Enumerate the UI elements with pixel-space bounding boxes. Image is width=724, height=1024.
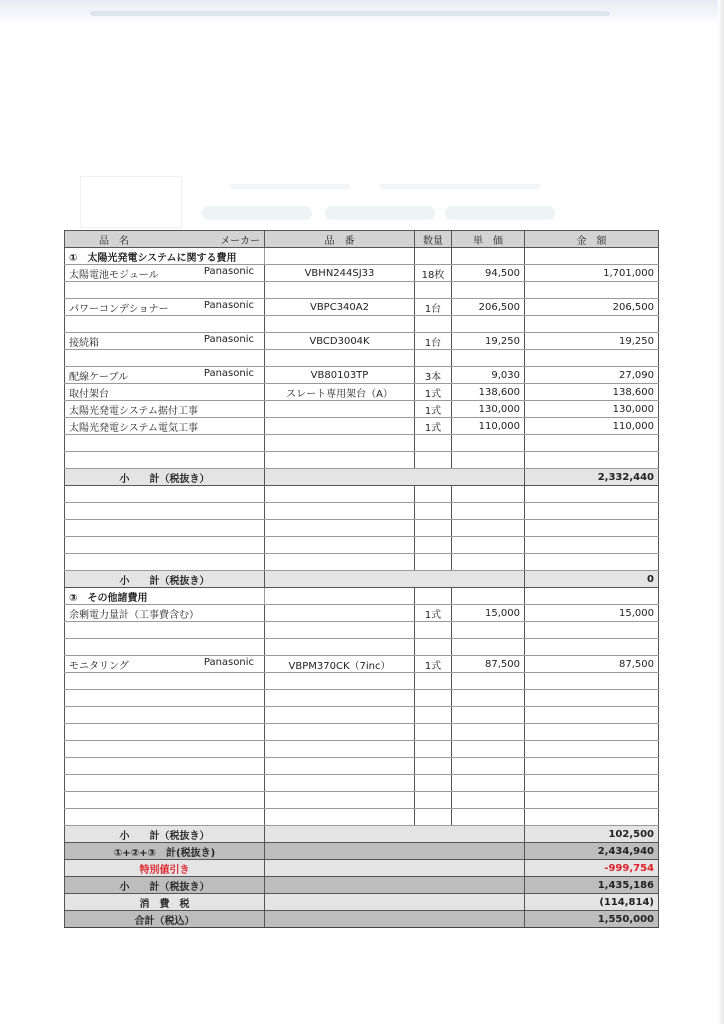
faded-logo-box [80,176,182,228]
item-cell [65,690,265,707]
part-no-cell [265,452,415,469]
table-row [65,503,659,520]
item-name: 接続箱 [69,337,99,349]
summary-subtotal-row-value: 1,435,186 [525,877,659,894]
table-row [65,418,659,435]
amount-cell [525,792,659,809]
part-no-cell: VBPC340A2 [265,299,415,316]
item-cell [65,265,265,282]
part-no-cell [265,741,415,758]
part-no-cell [265,554,415,571]
qty-cell: 1台 [415,333,452,350]
item-cell [65,503,265,520]
table-row [65,265,659,282]
amount-cell [525,673,659,690]
amount-cell [525,741,659,758]
unit-price-cell [452,741,525,758]
qty-cell [415,503,452,520]
table-row [65,605,659,622]
subtotal-row-label: 小 計（税抜き） [65,469,265,486]
part-no-cell [265,792,415,809]
unit-price-cell [452,707,525,724]
part-no-cell [265,282,415,299]
qty-cell [415,350,452,367]
unit-price-cell: 15,000 [452,605,525,622]
unit-price-cell [452,520,525,537]
item-cell [65,350,265,367]
total-123-row-label: ①+②+③ 計(税抜き) [65,843,265,860]
amount-cell [525,452,659,469]
grand-total-row-value: 1,550,000 [525,911,659,928]
qty-cell [415,622,452,639]
qty-cell [415,792,452,809]
table-row [65,435,659,452]
item-name: 太陽光発電システム電気工事 [69,422,198,434]
table-row [65,537,659,554]
subtotal-row-spacer [265,826,525,843]
scan-streak [90,11,610,16]
qty-cell [415,435,452,452]
amount-cell [525,758,659,775]
part-no-cell: VB80103TP [265,367,415,384]
unit-price-cell: 87,500 [452,656,525,673]
part-no-cell [265,724,415,741]
qty-cell [415,741,452,758]
item-cell [65,401,265,418]
item-name: 余剰電力量計（工事費含む） [69,609,199,621]
column-header-row [65,231,659,248]
unit-price-cell [452,690,525,707]
amount-cell [525,486,659,503]
qty-cell: 1台 [415,299,452,316]
total-123-row-value: 2,434,940 [525,843,659,860]
unit-price-cell [452,758,525,775]
unit-price-cell [452,673,525,690]
unit-price-cell [452,503,525,520]
amount-cell [525,809,659,826]
item-name: 配線ケーブル [69,371,129,383]
part-no-cell [265,809,415,826]
unit-price-cell: 19,250 [452,333,525,350]
qty-cell [415,554,452,571]
subtotal-row-value: 2,332,440 [525,469,659,486]
qty-cell [415,520,452,537]
amount-cell: 27,090 [525,367,659,384]
qty-cell [415,724,452,741]
item-name: 取付架台 [69,388,109,400]
amount-cell: 206,500 [525,299,659,316]
table-row [65,707,659,724]
qty-cell: 1式 [415,384,452,401]
item-cell [65,333,265,350]
faded-pill [202,206,312,220]
subtotal-row [65,571,659,588]
maker-name: Panasonic [203,367,254,379]
col-header-item [65,231,265,248]
table-row [65,316,659,333]
qty-cell [415,282,452,299]
subtotal-row [65,469,659,486]
qty-cell: 1式 [415,418,452,435]
qty-cell [415,707,452,724]
item-cell [65,435,265,452]
amount-cell [525,724,659,741]
amount-cell: 87,500 [525,656,659,673]
section-title-empty [265,248,415,265]
table-row [65,282,659,299]
amount-cell [525,520,659,537]
item-cell [65,554,265,571]
maker-name: Panasonic [203,265,254,277]
grand-total-row [65,911,659,928]
item-cell [65,673,265,690]
section-title: ① 太陽光発電システムに関する費用 [65,248,265,265]
section-title-empty [265,588,415,605]
section-title-empty [525,588,659,605]
item-cell [65,622,265,639]
table-row [65,758,659,775]
estimate-table [64,230,659,928]
part-no-cell [265,690,415,707]
item-cell [65,758,265,775]
unit-price-cell [452,639,525,656]
unit-price-cell [452,282,525,299]
amount-cell [525,350,659,367]
item-cell [65,299,265,316]
item-cell [65,775,265,792]
subtotal-row [65,826,659,843]
part-no-cell [265,418,415,435]
table-row [65,520,659,537]
tax-row-value: (114,814) [525,894,659,911]
col-header-amount: 金 額 [525,231,659,248]
maker-name: Panasonic [203,299,254,311]
unit-price-cell: 138,600 [452,384,525,401]
item-cell [65,809,265,826]
subtotal-row-spacer [265,469,525,486]
table-row [65,486,659,503]
unit-price-cell: 9,030 [452,367,525,384]
table-row [65,775,659,792]
part-no-cell [265,350,415,367]
table-row [65,673,659,690]
amount-cell: 110,000 [525,418,659,435]
faded-pill [445,206,555,220]
item-name: パワーコンデショナー [69,303,169,315]
part-no-cell [265,537,415,554]
table-row [65,350,659,367]
unit-price-cell [452,452,525,469]
part-no-cell [265,707,415,724]
part-no-cell: スレート専用架台（A） [265,384,415,401]
item-cell [65,486,265,503]
unit-price-cell [452,350,525,367]
item-cell [65,282,265,299]
item-cell [65,792,265,809]
unit-price-cell [452,809,525,826]
amount-cell [525,537,659,554]
part-no-cell [265,486,415,503]
item-cell [65,452,265,469]
qty-cell: 1式 [415,401,452,418]
qty-cell: 3本 [415,367,452,384]
part-no-cell [265,520,415,537]
item-cell [65,418,265,435]
qty-cell [415,452,452,469]
unit-price-cell: 130,000 [452,401,525,418]
subtotal-row-value: 102,500 [525,826,659,843]
grand-total-row-spacer [265,911,525,928]
subtotal-row-value: 0 [525,571,659,588]
amount-cell [525,435,659,452]
part-no-cell: VBCD3004K [265,333,415,350]
scan-artifact-top [0,0,724,22]
amount-cell [525,503,659,520]
col-header-qty: 数量 [415,231,452,248]
part-no-cell: VBPM370CK（7inc） [265,656,415,673]
subtotal-row-spacer [265,571,525,588]
estimate-table-body [65,231,659,928]
unit-price-cell [452,792,525,809]
unit-price-cell [452,775,525,792]
table-row [65,401,659,418]
maker-name: Panasonic [203,333,254,345]
qty-cell [415,316,452,333]
amount-cell [525,282,659,299]
summary-subtotal-row [65,877,659,894]
qty-cell [415,486,452,503]
item-cell [65,605,265,622]
discount-row-spacer [265,860,525,877]
unit-price-cell: 94,500 [452,265,525,282]
table-row [65,299,659,316]
faded-header-area [80,172,640,230]
part-no-cell [265,775,415,792]
discount-row-label: 特別値引き [65,860,265,877]
tax-row [65,894,659,911]
col-header-maker-label: メーカー [220,235,260,247]
item-cell [65,367,265,384]
qty-cell: 1式 [415,605,452,622]
part-no-cell [265,401,415,418]
amount-cell [525,622,659,639]
section-title-empty [452,588,525,605]
part-no-cell [265,316,415,333]
table-row [65,639,659,656]
part-no-cell [265,503,415,520]
part-no-cell [265,622,415,639]
qty-cell: 1式 [415,656,452,673]
part-no-cell [265,605,415,622]
item-cell [65,520,265,537]
col-header-part-no: 品 番 [265,231,415,248]
item-name: 太陽光発電システム据付工事 [69,405,198,417]
unit-price-cell [452,554,525,571]
table-row [65,452,659,469]
table-row [65,690,659,707]
amount-cell [525,316,659,333]
unit-price-cell [452,316,525,333]
tax-row-spacer [265,894,525,911]
discount-row [65,860,659,877]
total-123-row-spacer [265,843,525,860]
table-row [65,724,659,741]
table-row [65,792,659,809]
tax-row-label: 消 費 税 [65,894,265,911]
amount-cell: 15,000 [525,605,659,622]
col-header-item-label: 品 名 [99,235,129,247]
amount-cell [525,639,659,656]
section-title-row [65,248,659,265]
table-row [65,554,659,571]
amount-cell: 19,250 [525,333,659,350]
item-cell [65,316,265,333]
part-no-cell [265,758,415,775]
item-cell [65,384,265,401]
faded-pill [325,206,435,220]
part-no-cell [265,435,415,452]
item-cell [65,741,265,758]
unit-price-cell [452,435,525,452]
amount-cell [525,690,659,707]
unit-price-cell: 110,000 [452,418,525,435]
amount-cell: 130,000 [525,401,659,418]
table-row [65,622,659,639]
section-title-empty [415,248,452,265]
discount-row-value: -999,754 [525,860,659,877]
item-cell [65,537,265,554]
section-title-empty [525,248,659,265]
item-cell [65,707,265,724]
section-title: ③ その他諸費用 [65,588,265,605]
qty-cell [415,639,452,656]
item-cell [65,724,265,741]
scan-artifact-right [718,0,724,1024]
table-row [65,809,659,826]
subtotal-row-label: 小 計（税抜き） [65,571,265,588]
col-header-unit-price: 単 価 [452,231,525,248]
unit-price-cell [452,537,525,554]
table-row [65,656,659,673]
maker-name: Panasonic [203,656,254,668]
summary-subtotal-row-label: 小 計（税抜き） [65,877,265,894]
qty-cell [415,673,452,690]
section-title-empty [452,248,525,265]
faded-line [380,184,540,189]
amount-cell: 138,600 [525,384,659,401]
amount-cell [525,554,659,571]
unit-price-cell [452,724,525,741]
table-row [65,741,659,758]
part-no-cell [265,639,415,656]
qty-cell [415,758,452,775]
qty-cell [415,690,452,707]
table-row [65,367,659,384]
part-no-cell: VBHN244SJ33 [265,265,415,282]
item-cell [65,639,265,656]
section-title-row [65,588,659,605]
unit-price-cell: 206,500 [452,299,525,316]
subtotal-row-label: 小 計（税抜き） [65,826,265,843]
table-row [65,333,659,350]
faded-line [230,184,350,189]
item-name: モニタリング [69,660,129,672]
part-no-cell [265,673,415,690]
table-row [65,384,659,401]
item-cell [65,656,265,673]
amount-cell [525,707,659,724]
unit-price-cell [452,486,525,503]
section-title-empty [415,588,452,605]
qty-cell [415,809,452,826]
total-123-row [65,843,659,860]
qty-cell [415,537,452,554]
amount-cell: 1,701,000 [525,265,659,282]
unit-price-cell [452,622,525,639]
qty-cell [415,775,452,792]
summary-subtotal-row-spacer [265,877,525,894]
item-name: 太陽電池モジュール [69,269,159,281]
grand-total-row-label: 合計（税込） [65,911,265,928]
qty-cell: 18枚 [415,265,452,282]
amount-cell [525,775,659,792]
